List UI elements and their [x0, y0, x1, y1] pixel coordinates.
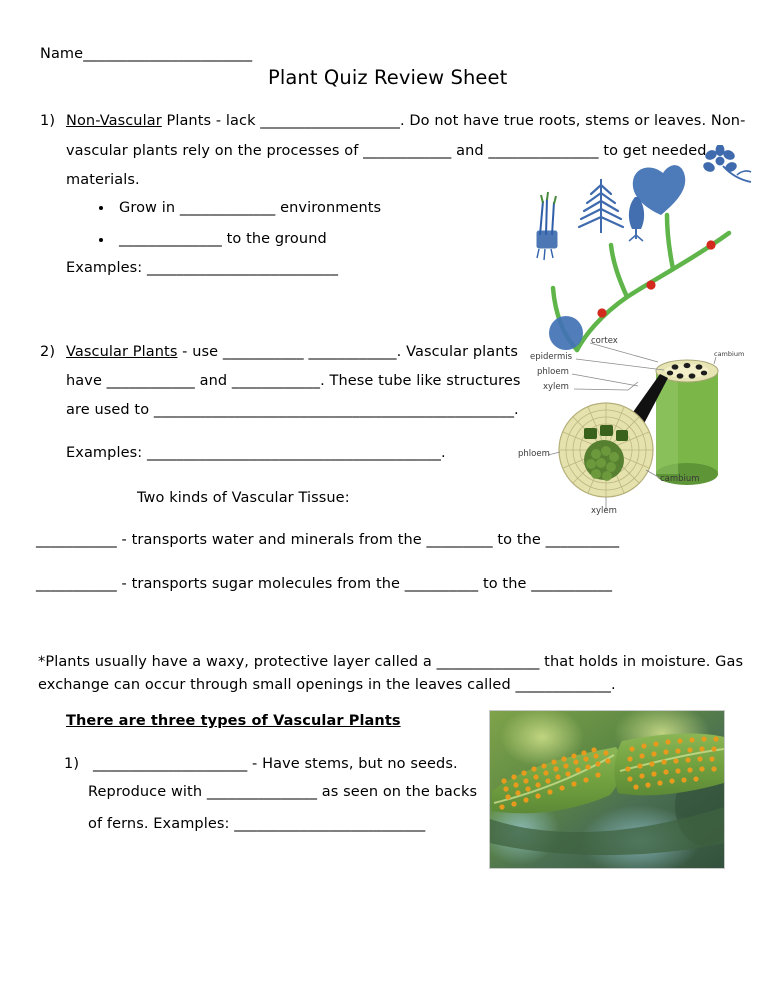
- name-label: Name: [40, 46, 84, 62]
- vascular-type-1-line-3: of ferns. Examples: __________________________: [88, 816, 426, 832]
- bullet-dot-2: [99, 238, 103, 242]
- clubmoss-icon: [629, 197, 644, 241]
- bullet-dot-1: [99, 206, 103, 210]
- stem-label-epidermis: epidermis: [530, 352, 573, 362]
- fern-icon: [579, 179, 623, 233]
- vascular-type-1-line-2: Reproduce with _______________ as seen on the backs: [88, 784, 478, 800]
- name-field-line: [40, 47, 252, 62]
- section-1-bullet-2: ______________ to the ground: [119, 231, 327, 247]
- vascular-types-heading: There are three types of Vascular Plants: [66, 713, 401, 729]
- section-2-line2: have ____________ and ____________. These tube like structures: [66, 373, 521, 389]
- section-1-heading: Non-Vascular: [66, 113, 162, 129]
- stem-label-xylem-1: xylem: [543, 382, 569, 392]
- vascular-type-1-line-1: _____________________ - Have stems, but no seeds.: [93, 756, 458, 772]
- section-2-examples: Examples: ________________________________________.: [66, 445, 446, 461]
- section-2-heading-group: [66, 345, 518, 360]
- tissue-line-xylem: ___________ - transports water and minerals from the _________ to the __________: [36, 532, 620, 548]
- stem-label-cortex: cortex: [591, 336, 618, 346]
- section-2-heading: Vascular Plants: [66, 344, 178, 360]
- section-1-examples: Examples: __________________________: [66, 260, 339, 276]
- section-2-number: 2): [40, 344, 56, 360]
- stem-label-cambium-2: cambium: [660, 474, 700, 484]
- fern-frond-sori-photo: [489, 710, 725, 869]
- section-1-line2: vascular plants rely on the processes of ____________ and _______________ to get needed: [66, 143, 707, 159]
- section-1-line1: Plants - lack ___________________. Do not have true roots, stems or leaves. Non-: [161, 113, 746, 129]
- cuticle-note-line-1: *Plants usually have a waxy, protective layer called a ______________ that holds in moisture. Gas: [38, 654, 744, 670]
- stem-label-xylem-2: xylem: [591, 506, 617, 516]
- name-blank: _______________________: [83, 46, 253, 62]
- section-2-line3: are used to _________________________________________________.: [66, 402, 519, 418]
- section-1-heading-group: [66, 114, 745, 129]
- stem-label-phloem-2: phloem: [518, 449, 550, 459]
- section-1-number: 1): [40, 113, 56, 129]
- section-1-line3: materials.: [66, 172, 140, 188]
- stem-cross-section-diagram: [518, 330, 763, 515]
- stem-label-cambium-1: cambium: [714, 350, 745, 358]
- stem-label-phloem-1: phloem: [537, 367, 569, 377]
- frond-right: [615, 734, 724, 796]
- vascular-type-1-number: 1): [64, 756, 80, 772]
- page-title: Plant Quiz Review Sheet: [268, 66, 508, 89]
- cuticle-note-line-2: exchange can occur through small openings in the leaves called _____________.: [38, 677, 616, 693]
- tissue-line-phloem: ___________ - transports sugar molecules from the __________ to the ___________: [36, 576, 613, 592]
- section-1-bullet-1: Grow in _____________ environments: [119, 200, 382, 216]
- flower-icon: [702, 145, 751, 182]
- section-2-line1: - use ___________ ____________. Vascular plants: [177, 344, 518, 360]
- stem-cross-section-circle: [559, 403, 653, 497]
- moss-icon: [537, 192, 557, 260]
- vascular-tissue-subheading: Two kinds of Vascular Tissue:: [137, 490, 350, 506]
